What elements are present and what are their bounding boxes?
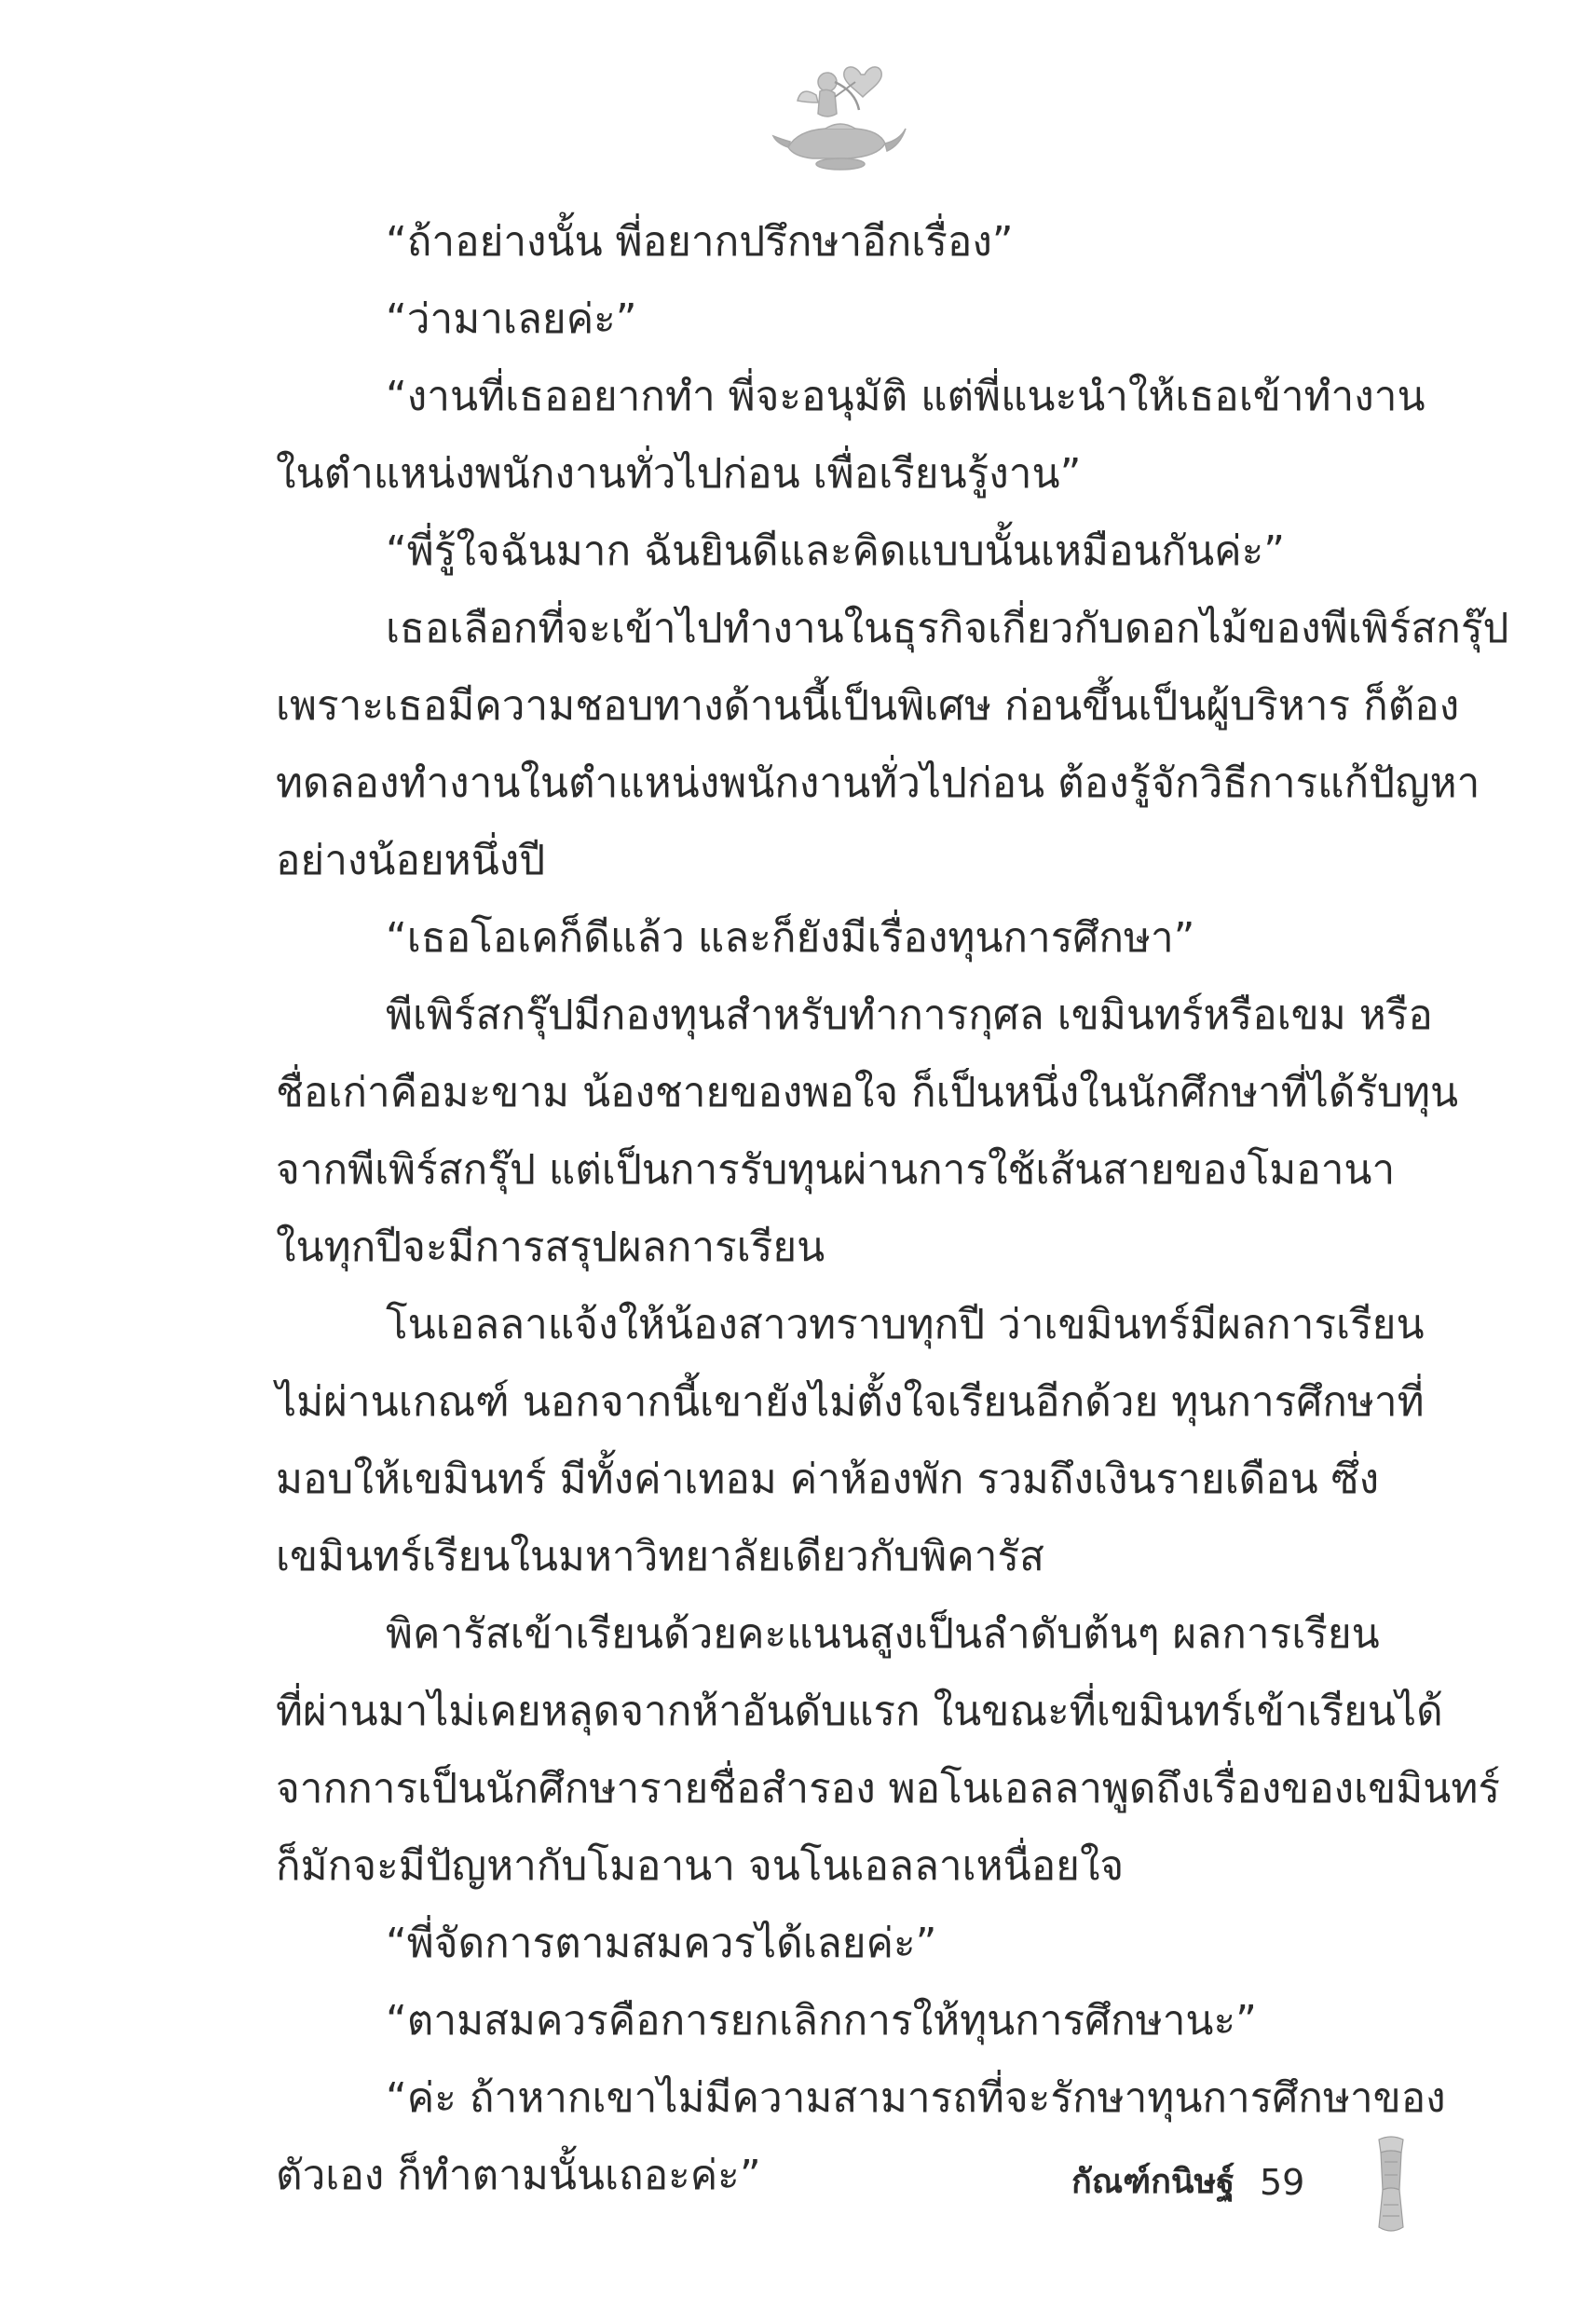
text-line: ทดลองทำงานในตำแหน่งพนักงานทั่วไปก่อน ต้องรู้จักวิธีการแก้ปัญหา — [276, 759, 1480, 807]
text-line: “พี่รู้ใจฉันมาก ฉันยินดีและคิดแบบนั้นเหมือนกันค่ะ” — [386, 527, 1286, 575]
text-line: จากพีเพิร์สกรุ๊ป แต่เป็นการรับทุนผ่านการใช้เส้นสายของโมอานา — [276, 1146, 1396, 1194]
text-line: “ตามสมควรคือการยกเลิกการให้ทุนการศึกษานะ” — [386, 1997, 1257, 2044]
book-title: กัณฑ์กนิษฐ์ — [1071, 2163, 1235, 2201]
text-line: พีเพิร์สกรุ๊ปมีกองทุนสำหรับทำการกุศล เขมินทร์หรือเขม หรือ — [386, 991, 1433, 1039]
page-number: 59 — [1260, 2162, 1305, 2203]
text-line: “ค่ะ ถ้าหากเขาไม่มีความสามารถที่จะรักษาทุนการศึกษาของ — [386, 2074, 1446, 2122]
text-line: ตัวเอง ก็ทำตามนั้นเถอะค่ะ” — [276, 2152, 761, 2199]
magic-lamp-cupid-icon — [770, 54, 909, 185]
text-line: มอบให้เขมินทร์ มีทั้งค่าเทอม ค่าห้องพัก รวมถึงเงินรายเดือน ซึ่ง — [276, 1456, 1380, 1503]
text-line: เขมินทร์เรียนในมหาวิทยาลัยเดียวกับพิคารัส — [276, 1533, 1044, 1580]
text-line: อย่างน้อยหนึ่งปี — [276, 837, 546, 884]
text-line: จากการเป็นนักศึกษารายชื่อสำรอง พอโนเอลลาพูดถึงเรื่องของเขมินทร์ — [276, 1765, 1501, 1812]
text-line: “ว่ามาเลยค่ะ” — [386, 295, 637, 343]
text-line: ไม่ผ่านเกณฑ์ นอกจากนี้เขายังไม่ตั้งใจเรียนอีกด้วย ทุนการศึกษาที่ — [276, 1378, 1425, 1426]
text-line: เพราะเธอมีความชอบทางด้านนี้เป็นพิเศษ ก่อนขึ้นเป็นผู้บริหาร ก็ต้อง — [276, 682, 1460, 730]
text-line: ในตำแหน่งพนักงานทั่วไปก่อน เพื่อเรียนรู้งาน” — [276, 450, 1082, 498]
text-line: ชื่อเก่าคือมะขาม น้องชายของพอใจ ก็เป็นหนึ่งในนักศึกษาที่ได้รับทุน — [276, 1069, 1459, 1116]
text-line: “ถ้าอย่างนั้น พี่อยากปรึกษาอีกเรื่อง” — [386, 218, 1014, 266]
text-line: “พี่จัดการตามสมควรได้เลยค่ะ” — [386, 1920, 937, 1967]
scroll-ornament-icon — [1371, 2134, 1411, 2236]
text-line: พิคารัสเข้าเรียนด้วยคะแนนสูงเป็นลำดับต้นๆ ผลการเรียน — [386, 1610, 1380, 1658]
text-line: “งานที่เธออยากทำ พี่จะอนุมัติ แต่พี่แนะนำให้เธอเข้าทำงาน — [386, 373, 1425, 420]
text-line: เธอเลือกที่จะเข้าไปทำงานในธุรกิจเกี่ยวกับดอกไม้ของพีเพิร์สกรุ๊ป — [386, 605, 1509, 652]
text-line: ที่ผ่านมาไม่เคยหลุดจากห้าอันดับแรก ในขณะที่เขมินทร์เข้าเรียนได้ — [276, 1688, 1443, 1735]
text-line: “เธอโอเคก็ดีแล้ว และก็ยังมีเรื่องทุนการศึกษา” — [386, 914, 1195, 962]
text-line: โนเอลลาแจ้งให้น้องสาวทราบทุกปี ว่าเขมินทร์มีผลการเรียน — [386, 1301, 1425, 1348]
text-line: ก็มักจะมีปัญหากับโมอานา จนโนเอลลาเหนื่อยใจ — [276, 1842, 1125, 1890]
text-line: ในทุกปีจะมีการสรุปผลการเรียน — [276, 1224, 825, 1271]
